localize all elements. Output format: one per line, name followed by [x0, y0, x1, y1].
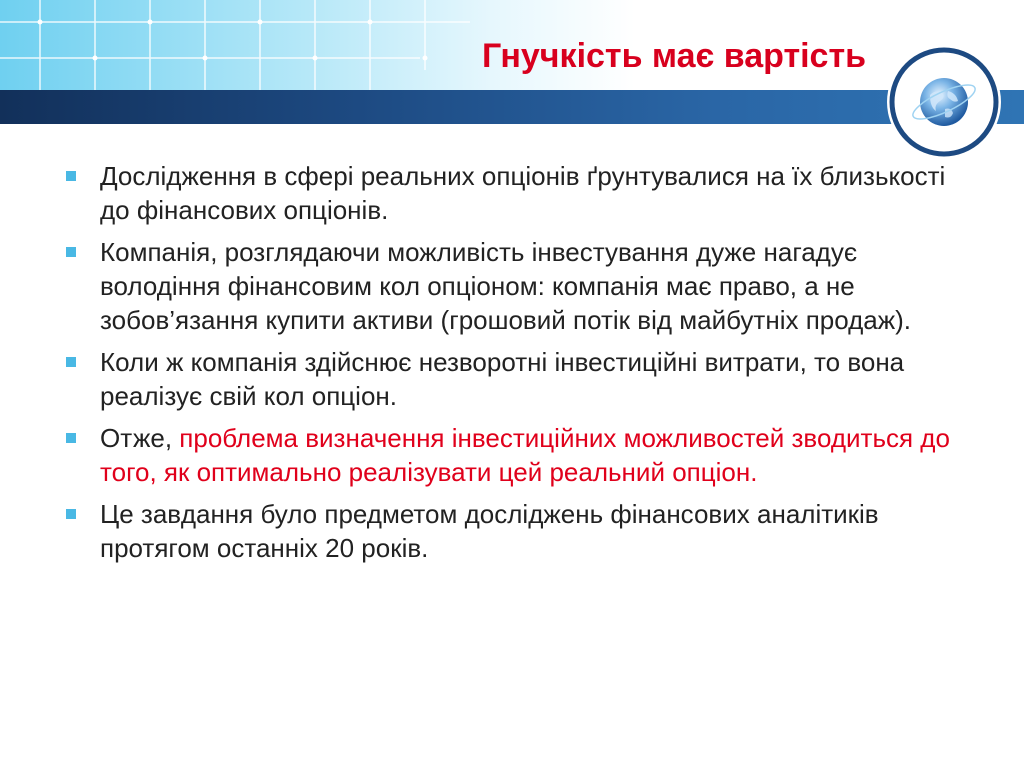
globe-badge — [885, 43, 1003, 161]
header-bar — [0, 90, 1024, 124]
bullet-item-3 — [60, 345, 975, 413]
square-bullet-icon — [66, 509, 76, 519]
square-bullet-icon — [66, 171, 76, 181]
bullet-item-1 — [60, 159, 975, 227]
bullet-item-5 — [60, 497, 975, 565]
square-bullet-icon — [66, 247, 76, 257]
bullet-text-highlight: проблема визначення інвестиційних можливостей зводиться до того, як оптимально реалізувати цей реальний опціон. — [100, 423, 950, 487]
bullet-item-2 — [60, 235, 975, 337]
globe-icon — [885, 43, 1003, 161]
bullet-text: Це завдання було предметом досліджень фінансових аналітиків протягом останніх 20 років. — [100, 499, 879, 563]
slide-title: Гнучкість має вартість — [481, 37, 866, 75]
bullet-text: Компанія, розглядаючи можливість інвестування дуже нагадує володіння фінансовим кол опціоном: компанія має право, а не зобов’язання купити активи (грошовий потік від майбутніх продаж). — [100, 237, 912, 335]
bullet-text: Коли ж компанія здійснює незворотні інвестиційні витрати, то вона реалізує свій кол опціон. — [100, 347, 905, 411]
bullet-text: Дослідження в сфері реальних опціонів ґрунтувалися на їх близькості до фінансових опціонів. — [100, 161, 946, 225]
bullet-text-prefix: Отже, — [100, 423, 180, 453]
square-bullet-icon — [66, 357, 76, 367]
bullet-list — [60, 159, 975, 573]
square-bullet-icon — [66, 433, 76, 443]
bullet-item-4 — [60, 421, 975, 489]
